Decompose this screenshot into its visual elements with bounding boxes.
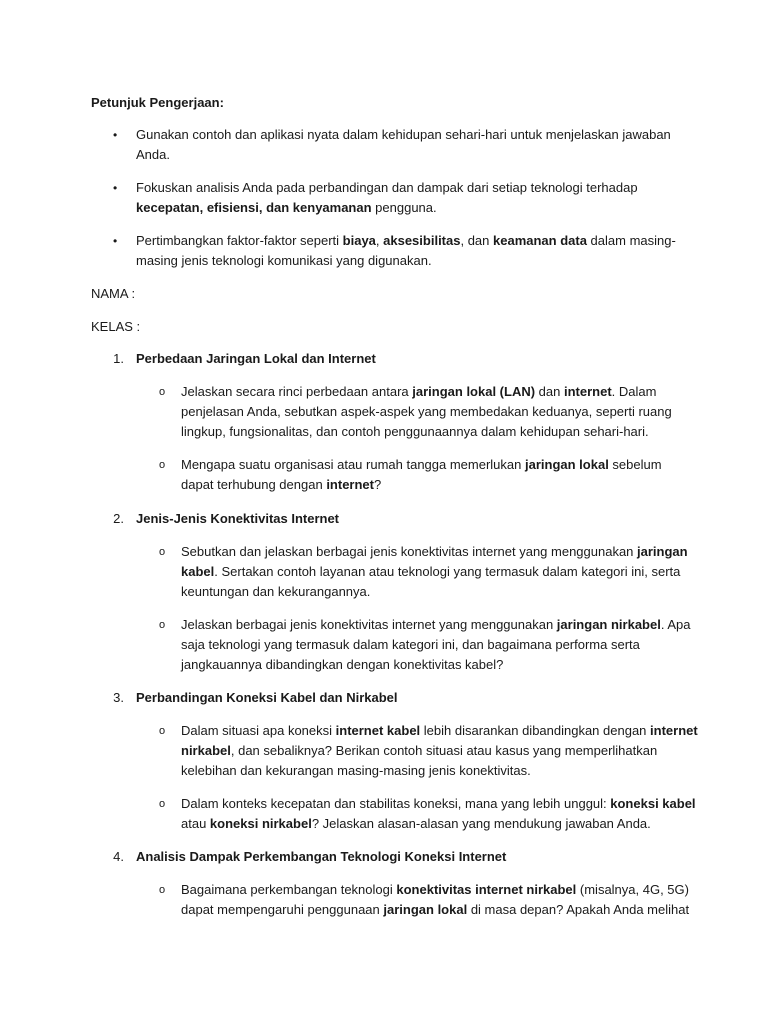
instruction-3-line-1 (136, 231, 676, 251)
text-run: Anda. (136, 147, 170, 162)
question-line (181, 582, 370, 602)
sub-bullet-icon: o (159, 884, 166, 896)
sub-bullet-icon: o (159, 619, 166, 631)
bold-text: kabel (181, 564, 215, 579)
instruction-2-line-1 (136, 178, 638, 198)
bold-text: internet kabel (335, 723, 421, 738)
text-run: masing jenis teknologi komunikasi yang digunakan. (136, 253, 432, 268)
text-run: lingkup, fungsionalitas, dan contoh penggunaannya dalam kehidupan sehari-hari. (181, 424, 649, 439)
question-line (181, 615, 690, 635)
sub-bullet-icon: o (159, 459, 166, 471)
section-title: Perbandingan Koneksi Kabel dan Nirkabel (136, 690, 398, 705)
question-line (181, 741, 657, 761)
text-run: penjelasan Anda, sebutkan aspek-aspek yang membedakan keduanya, seperti ruang (181, 404, 672, 419)
question-line (181, 794, 696, 814)
question-line (181, 542, 688, 562)
text-run: Pertimbangkan faktor-faktor seperti (136, 233, 343, 248)
section-number: 4. (113, 849, 124, 864)
bold-text: jaringan lokal (383, 902, 468, 917)
text-run: Jelaskan secara rinci perbedaan antara (181, 384, 413, 399)
text-run: Jelaskan berbagai jenis konektivitas internet yang menggunakan (181, 617, 557, 632)
bold-text: aksesibilitas (383, 233, 461, 248)
text-run: di masa depan? Apakah Anda melihat (467, 902, 690, 917)
text-run: Dalam konteks kecepatan dan stabilitas koneksi, mana yang lebih unggul: (181, 796, 611, 811)
sub-bullet-icon: o (159, 546, 166, 558)
text-run: Fokuskan analisis Anda pada perbandingan dan dampak dari setiap teknologi terhadap (136, 180, 638, 195)
kelas-label: KELAS : (91, 319, 141, 334)
sub-bullet-icon: o (159, 798, 166, 810)
instruction-1-line-1 (136, 125, 671, 145)
text-run: Dalam situasi apa koneksi (181, 723, 336, 738)
text-run: atau (181, 816, 210, 831)
question-line (181, 814, 651, 834)
section-title: Perbedaan Jaringan Lokal dan Internet (136, 351, 376, 366)
question-line (181, 382, 656, 402)
section-number: 3. (113, 690, 124, 705)
question-line (181, 402, 672, 422)
question-line (181, 655, 503, 675)
text-run: sebelum (608, 457, 662, 472)
text-run: , (375, 233, 384, 248)
question-line (181, 562, 680, 582)
question-line (181, 422, 649, 442)
question-line (181, 880, 689, 900)
bold-text: internet (563, 384, 612, 399)
text-run: dan (535, 384, 564, 399)
bold-text: jaringan nirkabel (556, 617, 661, 632)
text-run: (misalnya, 4G, 5G) (576, 882, 689, 897)
text-run: dalam masing- (586, 233, 676, 248)
instructions-heading: Petunjuk Pengerjaan: (91, 95, 224, 110)
text-run: dapat mempengaruhi penggunaan (181, 902, 384, 917)
question-line (181, 635, 640, 655)
nama-label: NAMA : (91, 286, 136, 301)
bold-text: internet (650, 723, 698, 738)
question-line (181, 761, 531, 781)
text-run: . Sertakan contoh layanan atau teknologi yang termasuk dalam kategori ini, serta (214, 564, 681, 579)
sub-bullet-icon: o (159, 725, 166, 737)
text-run: jangkauannya dibandingkan dengan konektivitas kabel? (181, 657, 504, 672)
text-run: ? (373, 477, 382, 492)
text-run: , dan sebaliknya? Berikan contoh situasi atau kasus yang memperlihatkan (230, 743, 658, 758)
text-run: Bagaimana perkembangan teknologi (181, 882, 397, 897)
bold-text: internet (326, 477, 374, 492)
bold-text: biaya (342, 233, 376, 248)
bold-text: kecepatan, efisiensi, dan kenyamanan (136, 200, 372, 215)
section-number: 2. (113, 511, 124, 526)
bold-text: koneksi nirkabel (209, 816, 312, 831)
text-run: Mengapa suatu organisasi atau rumah tangga memerlukan (181, 457, 525, 472)
text-run: pengguna. (371, 200, 437, 215)
bold-text: jaringan lokal (LAN) (412, 384, 536, 399)
question-line (181, 475, 381, 495)
bullet-icon: • (113, 128, 118, 142)
bullet-icon: • (113, 181, 118, 195)
text-run: keuntungan dan kekurangannya. (181, 584, 371, 599)
text-run: saja teknologi yang termasuk dalam kategori ini, dan bagaimana performa serta (181, 637, 640, 652)
instruction-3-line-2 (136, 251, 432, 271)
text-run: Gunakan contoh dan aplikasi nyata dalam kehidupan sehari-hari untuk menjelaskan jawaban (136, 127, 671, 142)
question-line (181, 455, 662, 475)
bold-text: jaringan (637, 544, 688, 559)
section-title: Jenis-Jenis Konektivitas Internet (136, 511, 340, 526)
bold-text: koneksi kabel (610, 796, 696, 811)
bullet-icon: • (113, 234, 118, 248)
question-line (181, 721, 698, 741)
text-run: lebih disarankan dibandingkan dengan (420, 723, 651, 738)
text-run: Sebutkan dan jelaskan berbagai jenis konektivitas internet yang menggunakan (181, 544, 638, 559)
bold-text: keamanan data (493, 233, 587, 248)
text-run: . Dalam (611, 384, 657, 399)
bold-text: nirkabel (181, 743, 231, 758)
bold-text: konektivitas internet nirkabel (396, 882, 577, 897)
section-number: 1. (113, 351, 124, 366)
sub-bullet-icon: o (159, 386, 166, 398)
text-run: kelebihan dan kekurangan masing-masing jenis konektivitas. (181, 763, 531, 778)
instruction-2-line-2 (136, 198, 437, 218)
instruction-1-line-2 (136, 145, 170, 165)
section-title: Analisis Dampak Perkembangan Teknologi Koneksi Internet (136, 849, 507, 864)
text-run: , dan (460, 233, 493, 248)
question-line (181, 900, 689, 920)
text-run: ? Jelaskan alasan-alasan yang mendukung jawaban Anda. (311, 816, 651, 831)
bold-text: jaringan lokal (525, 457, 609, 472)
text-run: dapat terhubung dengan (181, 477, 327, 492)
text-run: . Apa (660, 617, 691, 632)
